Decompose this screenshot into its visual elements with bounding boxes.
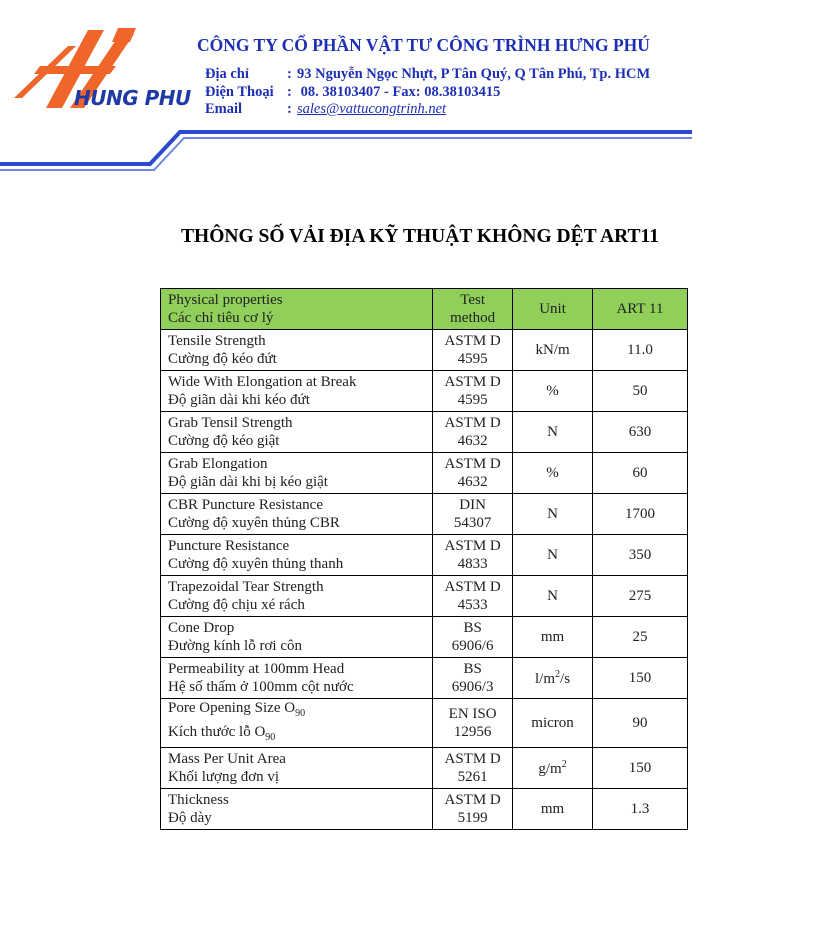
property-vi: Đường kính lỗ rơi côn [168,638,302,654]
property-en: Puncture Resistance [168,538,290,554]
property-vi: Cường độ xuyên thủng thanh [168,556,344,572]
table-row [161,371,688,412]
property-en: Mass Per Unit Area [168,751,286,767]
property-cell [161,699,433,748]
test-method-cell: BS 6906/3 [433,658,513,699]
property-en: Tensile Strength [168,333,266,349]
test-method-cell: ASTM D 4533 [433,576,513,617]
property-cell [161,617,433,658]
address-row: Địa chỉ : 93 Nguyễn Ngọc Nhựt, P Tân Quý, Q Tân Phú, Tp. HCM [205,66,651,82]
value-cell: 350 [592,535,687,576]
test-method-cell: ASTM D 4595 [433,330,513,371]
property-vi: Khối lượng đơn vị [168,769,280,785]
unit-cell: $l/m^2/s$ [513,658,593,699]
value-cell: 11.0 [592,330,687,371]
property-en: Wide With Elongation at Break [168,374,357,390]
test-method-cell: ASTM D 5199 [433,789,513,830]
email-label: Email [205,101,243,117]
test-method-cell: EN ISO 12956 [433,699,513,748]
unit-cell: mm [513,789,593,830]
test-method-cell: ASTM D 5261 [433,748,513,789]
phone-label: Điện Thoại [205,83,274,100]
property-vi: Hệ số thấm ở 100mm cột nước [168,679,354,695]
unit-cell: mm [513,617,593,658]
value-cell: 150 [592,748,687,789]
phone-value: 08. 38103407 - Fax: 08.38103415 [297,83,501,100]
test-method-cell: ASTM D 4632 [433,412,513,453]
unit-cell: $g/m^2$ [513,748,593,789]
value-cell: 275 [592,576,687,617]
test-method-cell: BS 6906/6 [433,617,513,658]
value-cell: 25 [592,617,687,658]
company-name: CÔNG TY CỔ PHẦN VẬT TƯ CÔNG TRÌNH HƯNG PHÚ [197,35,650,55]
letterhead [0,0,840,175]
table-row [161,453,688,494]
property-cell [161,789,433,830]
address-label: Địa chỉ [205,66,249,82]
test-method-cell: DIN 54307 [433,494,513,535]
unit-cell: N [513,412,593,453]
test-method-cell: ASTM D 4833 [433,535,513,576]
property-en: CBR Puncture Resistance [168,497,323,513]
property-cell [161,453,433,494]
property-vi: Cường độ chịu xé rách [168,597,305,613]
property-cell [161,535,433,576]
table-row [161,617,688,658]
spec-table [160,288,688,830]
property-en: Trapezoidal Tear Strength [168,579,324,595]
property-en: Grab Elongation [168,456,268,472]
table-row [161,748,688,789]
property-cell [161,330,433,371]
address-value: 93 Nguyễn Ngọc Nhựt, P Tân Quý, Q Tân Phú, Tp. HCM [297,66,651,82]
property-cell [161,494,433,535]
phone-row: Điện Thoại : 08. 38103407 - Fax: 08.38103415 [205,83,501,100]
table-row [161,494,688,535]
email-row: Email : sales@vattucongtrinh.net [205,101,447,117]
table-row [161,789,688,830]
contact-block [205,66,650,119]
property-vi: Cường độ xuyên thủng CBR [168,515,340,531]
property-vi: Độ dày [168,810,212,826]
header-test-method: Test method [433,289,513,330]
value-cell: 60 [592,453,687,494]
table-row [161,412,688,453]
property-vi: Kích thước lỗ $O_{90}$ [168,724,276,743]
test-method-cell: ASTM D 4632 [433,453,513,494]
value-cell: 150 [592,658,687,699]
table-row [161,658,688,699]
unit-cell: kN/m [513,330,593,371]
property-en: Grab Tensil Strength [168,415,293,431]
table-header-row [161,289,688,330]
logo-wordmark: HUNG PHU [74,86,191,110]
unit-cell: % [513,453,593,494]
value-cell: 1.3 [592,789,687,830]
value-cell: 50 [592,371,687,412]
value-cell: 90 [592,699,687,748]
property-vi: Độ giãn dài khi bị kéo giật [168,474,328,490]
table-row [161,330,688,371]
header-value: ART 11 [592,289,687,330]
property-en: Thickness [168,792,229,808]
unit-cell: micron [513,699,593,748]
table-row [161,535,688,576]
property-vi: Cường độ kéo đứt [168,351,277,367]
property-vi: Độ giãn dài khi kéo đứt [168,392,310,408]
property-en: Pore Opening Size $O_{90}$ [168,700,306,719]
value-cell: 1700 [592,494,687,535]
property-cell [161,412,433,453]
property-en: Permeability at 100mm Head [168,661,345,677]
table-row [161,699,688,748]
test-method-cell: ASTM D 4595 [433,371,513,412]
property-cell [161,371,433,412]
unit-cell: N [513,494,593,535]
table-row [161,576,688,617]
property-en: Cone Drop [168,620,235,636]
value-cell: 630 [592,412,687,453]
header-unit: Unit [513,289,593,330]
email-link[interactable]: sales@vattucongtrinh.net [297,101,447,117]
header-properties: Physical properties Các chỉ tiêu cơ lý [161,289,433,330]
property-cell [161,576,433,617]
property-cell [161,748,433,789]
property-cell [161,658,433,699]
unit-cell: N [513,576,593,617]
unit-cell: N [513,535,593,576]
unit-cell: % [513,371,593,412]
document-title: THÔNG SỐ VẢI ĐỊA KỸ THUẬT KHÔNG DỆT ART11 [181,226,659,247]
property-vi: Cường độ kéo giật [168,433,280,449]
table-body [161,330,688,830]
